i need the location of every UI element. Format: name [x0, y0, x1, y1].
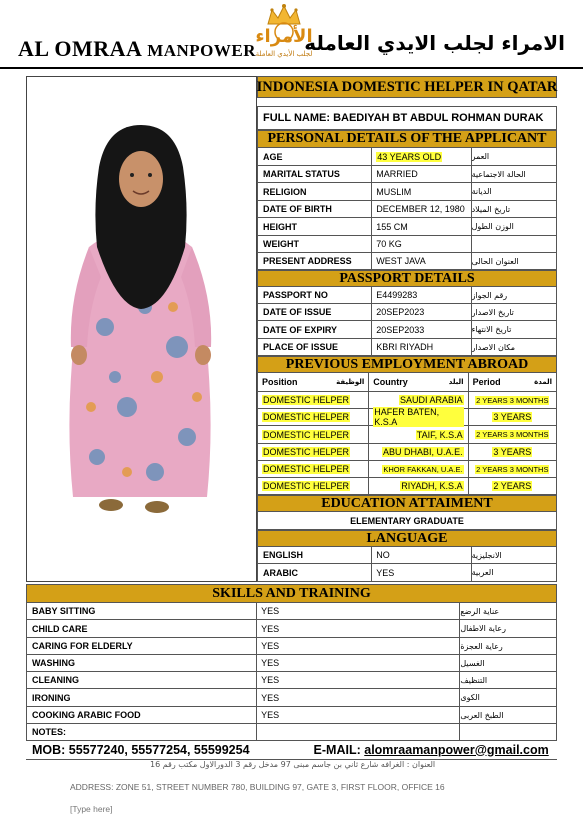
skill-label-arabic: رعاية العجزة	[460, 641, 503, 651]
personal-row-religion	[257, 183, 557, 201]
employment-position	[258, 426, 369, 443]
notes-arabic	[460, 724, 556, 740]
employment-country	[369, 444, 468, 460]
personal-row-address	[257, 253, 557, 270]
row-label-arabic: العنوان الحالى	[471, 256, 519, 266]
skill-row	[26, 689, 557, 707]
row-value	[372, 148, 471, 165]
applicant-figure-illustration	[27, 77, 256, 581]
col-period-arabic: المدة	[534, 378, 552, 386]
employment-period	[469, 444, 556, 460]
row-label: WEIGHT	[258, 236, 372, 252]
employment-row	[257, 409, 557, 426]
highlighted-value: 43 YEARS OLD	[377, 151, 442, 162]
row-value: 155 CM	[372, 218, 471, 235]
row-label: HEIGHT	[258, 218, 372, 235]
education-value: ELEMENTARY GRADUATE	[257, 512, 557, 530]
row-value: WEST JAVA	[372, 253, 471, 269]
personal-row-age	[257, 148, 557, 166]
document-header	[0, 0, 583, 66]
row-label-arabic	[472, 236, 556, 252]
brand-main: AL OMRAA	[18, 36, 142, 61]
skill-value: YES	[257, 638, 460, 654]
col-position	[258, 373, 369, 391]
header-divider	[0, 67, 583, 69]
highlighted-value: 2 YEARS 3 MONTHS	[476, 395, 549, 405]
highlighted-value: 2 YEARS 3 MONTHS	[476, 464, 549, 474]
employment-position	[258, 444, 369, 460]
row-label: DATE OF BIRTH	[258, 201, 372, 217]
brand-name-english	[18, 36, 256, 62]
skill-label-arabic: الطبخ العربى	[460, 710, 504, 720]
row-label: DATE OF ISSUE	[258, 304, 372, 320]
document-title: INDONESIA DOMESTIC HELPER IN QATAR	[257, 76, 557, 98]
highlighted-value: DOMESTIC HELPER	[263, 447, 350, 457]
highlighted-value: 3 YEARS	[493, 447, 532, 457]
row-value: E4499283	[372, 287, 471, 303]
skill-label-arabic: الغسيل	[460, 658, 485, 668]
employment-row	[257, 444, 557, 461]
address-english: ADDRESS: ZONE 51, STREET NUMBER 780, BUILDING 97, GATE 3, FIRST FLOOR, OFFICE 16	[70, 782, 445, 792]
row-label: MARITAL STATUS	[258, 166, 372, 182]
skill-label-arabic: التنظيف	[460, 675, 488, 685]
col-period-label: Period	[472, 377, 501, 387]
employment-country	[369, 392, 468, 408]
employment-country	[369, 426, 468, 443]
row-label: RELIGION	[258, 183, 372, 200]
skill-label: CHILD CARE	[27, 620, 257, 637]
passport-section-title: PASSPORT DETAILS	[257, 270, 557, 287]
skill-row	[26, 707, 557, 724]
skill-row	[26, 672, 557, 689]
employment-period	[469, 478, 556, 494]
skill-value: YES	[257, 620, 460, 637]
highlighted-value: 3 YEARS	[493, 412, 532, 422]
skill-label-arabic: عناية الرضع	[460, 606, 500, 616]
skill-label: CLEANING	[27, 672, 257, 688]
employment-period	[469, 461, 556, 477]
col-country-label: Country	[373, 377, 408, 387]
email-link[interactable]: alomraamanpower@gmail.com	[364, 742, 549, 757]
row-value: 20SEP2033	[372, 321, 471, 338]
skill-row	[26, 638, 557, 655]
passport-row-place	[257, 339, 557, 356]
employment-header-row	[257, 373, 557, 392]
email-label: E-MAIL:	[313, 742, 361, 757]
skill-label: CARING FOR ELDERLY	[27, 638, 257, 654]
row-label: DATE OF EXPIRY	[258, 321, 372, 338]
row-label-arabic: رقم الجواز	[471, 290, 508, 300]
personal-row-weight	[257, 236, 557, 253]
row-label-arabic: الانجليزية	[471, 550, 502, 560]
brand-name-arabic: الامراء لجلب الايدي العامله	[304, 31, 565, 55]
col-period	[469, 373, 556, 391]
email-block	[314, 743, 549, 757]
employment-period	[469, 392, 556, 408]
employment-section-title: PREVIOUS EMPLOYMENT ABROAD	[257, 356, 557, 373]
highlighted-value: RIYADH, K.S.A	[401, 481, 463, 491]
notes-label: NOTES:	[27, 724, 257, 740]
personal-section-title: PERSONAL DETAILS OF THE APPLICANT	[257, 130, 557, 148]
footer-placeholder: [Type here]	[70, 804, 113, 814]
passport-row-issue	[257, 304, 557, 321]
highlighted-value: 2 YEARS	[493, 481, 532, 491]
skill-value: YES	[257, 655, 460, 671]
skill-label: BABY SITTING	[27, 603, 257, 619]
personal-row-dob	[257, 201, 557, 218]
row-value: 70 KG	[372, 236, 471, 252]
row-label-arabic: الديانة	[471, 187, 492, 196]
col-country	[369, 373, 468, 391]
row-value: 20SEP2023	[372, 304, 471, 320]
address-arabic: العنوان : الغرافه شارع ثاني بن جاسم مبنى 97 مدخل رقم 3 الدورالاول مكتب رقم 16	[150, 760, 436, 769]
row-value: KBRI RIYADH	[372, 339, 471, 355]
highlighted-value: 2 YEARS 3 MONTHS	[476, 430, 549, 439]
row-value: MARRIED	[372, 166, 471, 182]
row-label: ENGLISH	[258, 547, 372, 563]
row-value: NO	[372, 547, 471, 563]
passport-row-number	[257, 287, 557, 304]
notes-value	[257, 724, 460, 740]
highlighted-value: DOMESTIC HELPER	[263, 429, 350, 440]
highlighted-value: ABU DHABI, U.A.E.	[383, 447, 463, 457]
col-country-arabic: البلد	[448, 378, 464, 386]
row-label: PASSPORT NO	[258, 287, 372, 303]
employment-country	[369, 478, 468, 494]
skill-value: YES	[257, 672, 460, 688]
personal-row-marital	[257, 166, 557, 183]
applicant-photo	[26, 76, 257, 582]
employment-row	[257, 478, 557, 495]
row-label: ARABIC	[258, 564, 372, 581]
highlighted-value: DOMESTIC HELPER	[263, 412, 350, 422]
skill-label: IRONING	[27, 689, 257, 706]
highlighted-value: DOMESTIC HELPER	[263, 395, 350, 405]
highlighted-value: SAUDI ARABIA	[400, 395, 463, 405]
full-name: FULL NAME: BAEDIYAH BT ABDUL ROHMAN DURAK	[257, 106, 557, 130]
row-value: MUSLIM	[372, 183, 471, 200]
row-label-arabic: تاريخ الاصدار	[471, 307, 514, 317]
skill-value: YES	[257, 603, 460, 619]
employment-country	[369, 409, 468, 425]
row-label-arabic: العربية	[471, 568, 494, 577]
employment-period	[469, 426, 556, 443]
notes-row	[26, 724, 557, 741]
skill-label-arabic: رعاية الاطفال	[460, 624, 506, 633]
language-row-arabic	[257, 564, 557, 582]
row-label: PRESENT ADDRESS	[258, 253, 372, 269]
row-label-arabic: تاريخ الانتهاء	[471, 325, 512, 334]
skill-label-arabic: الكوى	[460, 693, 480, 702]
row-label-arabic: الحالة الاجتماعية	[471, 169, 526, 179]
employment-row	[257, 461, 557, 478]
row-label-arabic: الوزن الطول	[471, 222, 514, 231]
row-label-arabic: العمر	[471, 152, 490, 161]
row-label-arabic: مكان الاصدار	[471, 342, 515, 352]
education-section-title: EDUCATION ATTAIMENT	[257, 495, 557, 512]
employment-position	[258, 478, 369, 494]
highlighted-value: HAFER BATEN, K.S.A	[373, 407, 463, 427]
employment-position	[258, 392, 369, 408]
col-position-label: Position	[262, 377, 298, 387]
highlighted-value: DOMESTIC HELPER	[263, 464, 350, 474]
language-row-english	[257, 547, 557, 564]
logo-arabic-text: الأمراء	[255, 26, 313, 47]
skill-row	[26, 620, 557, 638]
row-label-arabic: تاريخ الميلاد	[471, 204, 511, 214]
personal-row-height	[257, 218, 557, 236]
skill-value: YES	[257, 689, 460, 706]
highlighted-value: TAIF, K.S.A	[416, 429, 463, 440]
passport-row-expiry	[257, 321, 557, 339]
row-label: PLACE OF ISSUE	[258, 339, 372, 355]
employment-period	[469, 409, 556, 425]
employment-position	[258, 409, 369, 425]
employment-row	[257, 426, 557, 444]
skill-label: WASHING	[27, 655, 257, 671]
row-value: YES	[372, 564, 471, 581]
skills-section-title: SKILLS AND TRAINING	[26, 584, 557, 603]
row-label: AGE	[258, 148, 372, 165]
employment-country	[369, 461, 468, 477]
skill-value: YES	[257, 707, 460, 723]
row-value: DECEMBER 12, 1980	[372, 201, 471, 217]
language-section-title: LANGUAGE	[257, 530, 557, 547]
contact-line	[26, 740, 557, 760]
brand-small: MANPOWER	[147, 41, 257, 60]
logo-arabic-subtext: لجلب الأيدي العاملة	[255, 50, 313, 58]
skill-row	[26, 655, 557, 672]
skill-label: COOKING ARABIC FOOD	[27, 707, 257, 723]
highlighted-value: KHOR FAKKAN, U.A.E.	[383, 464, 463, 474]
employment-position	[258, 461, 369, 477]
skill-row	[26, 603, 557, 620]
col-position-arabic: الوظيفة	[336, 378, 365, 386]
highlighted-value: DOMESTIC HELPER	[263, 481, 350, 491]
mobile-numbers: MOB: 55577240, 55577254, 55599254	[32, 742, 250, 757]
